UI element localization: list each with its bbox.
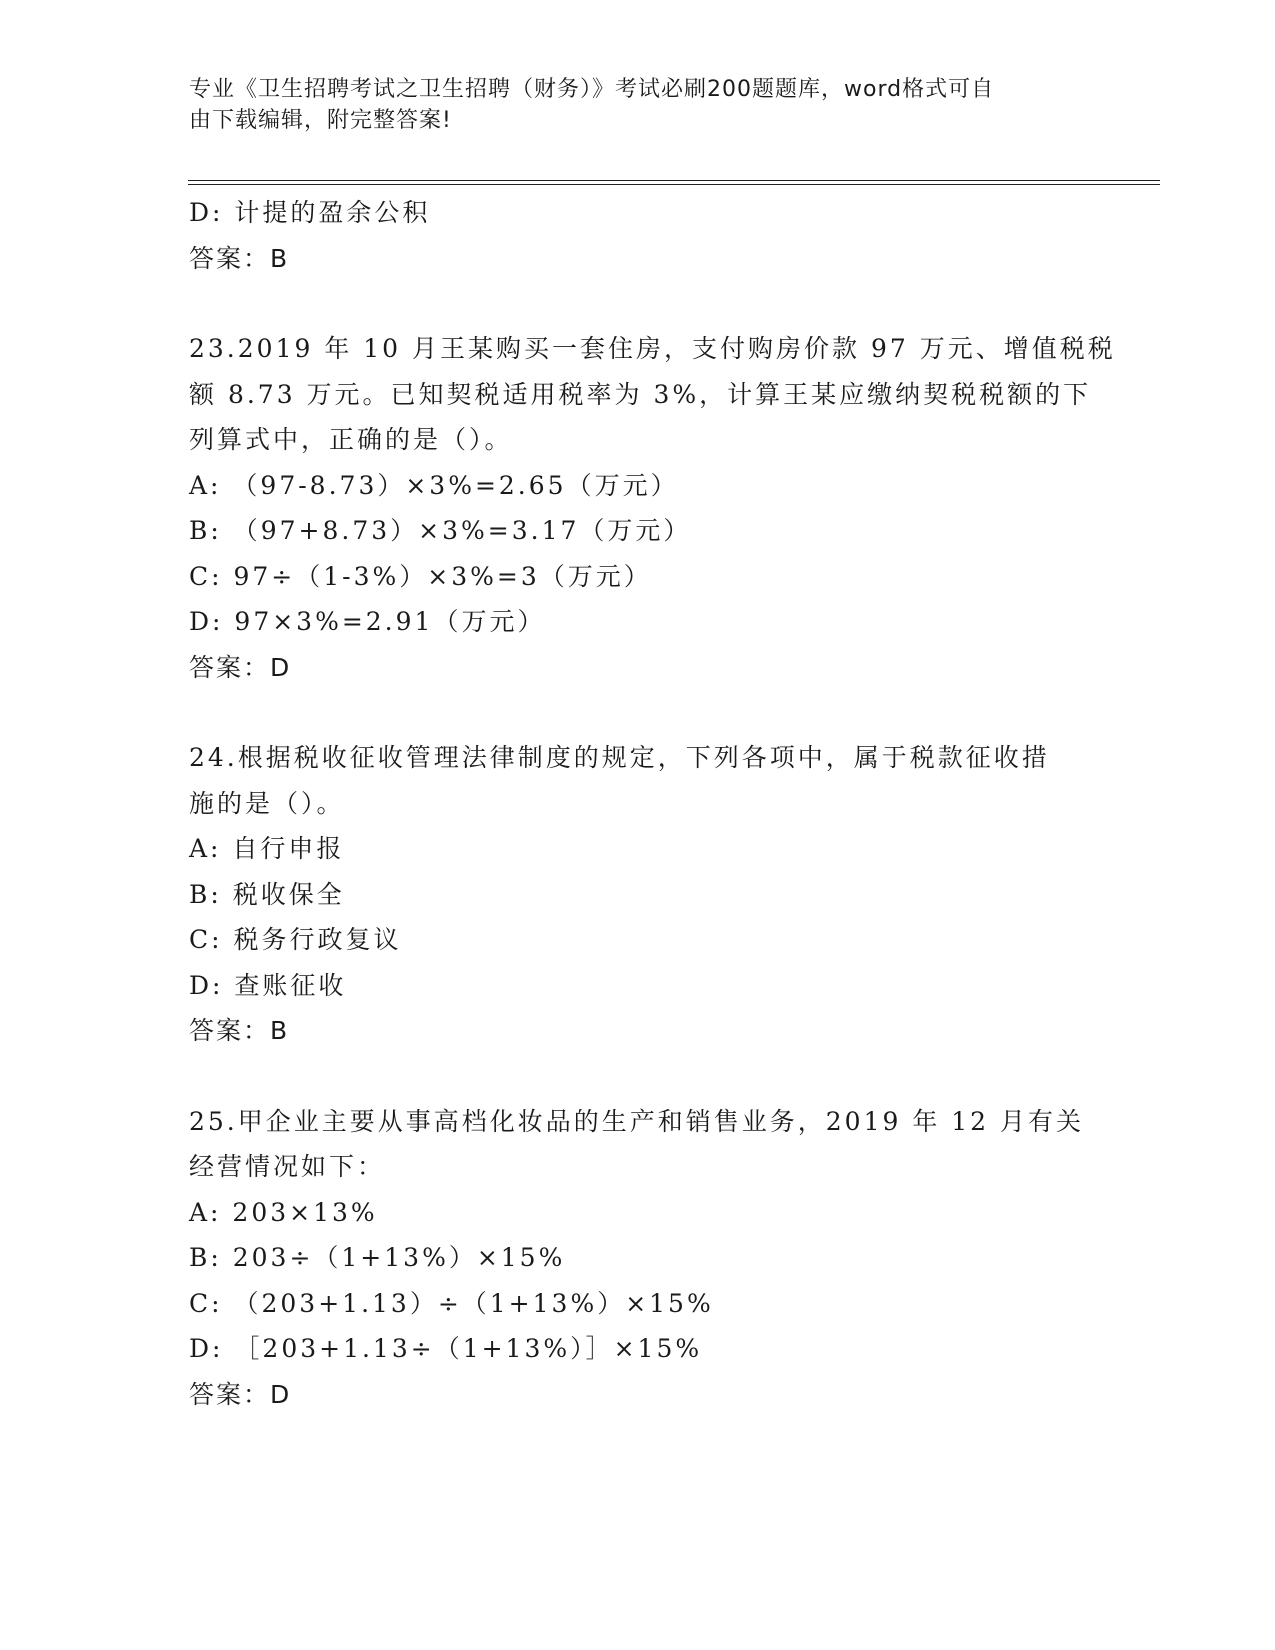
q24-option-d: D: 查账征收 xyxy=(189,970,347,1000)
q25-option-c: C: （203+1.13）÷（1+13%）×15% xyxy=(189,1288,714,1318)
q23-stem-line-1: 23.2019 年 10 月王某购买一套住房，支付购房价款 97 万元、增值税税 xyxy=(189,334,1116,363)
header-line-2: 由下载编辑，附完整答案! xyxy=(189,108,452,133)
q23-option-b: B: （97+8.73）×3%=3.17（万元） xyxy=(189,516,692,545)
q25-stem-line-1: 25.甲企业主要从事高档化妆品的生产和销售业务，2019 年 12 月有关 xyxy=(189,1106,1085,1136)
q24-answer: 答案：B xyxy=(189,1016,290,1045)
q24-stem-line-1: 24.根据税收征收管理法律制度的规定，下列各项中，属于税款征收措 xyxy=(189,743,1050,772)
question-23 xyxy=(189,326,1116,690)
header-line-1: 专业《卫生招聘考试之卫生招聘（财务）》考试必刷200题题库，word格式可自 xyxy=(189,77,995,102)
q23-stem-line-2: 额 8.73 万元。已知契税适用税率为 3%，计算王某应缴纳契税税额的下 xyxy=(189,379,1092,409)
spacer xyxy=(189,690,1089,735)
q25-option-b: B: 203÷（1+13%）×15% xyxy=(189,1243,566,1272)
question-24 xyxy=(189,735,1089,1054)
q23-stem-line-3: 列算式中，正确的是（）。 xyxy=(189,425,513,454)
q24-stem-line-2: 施的是（）。 xyxy=(189,788,345,818)
spacer xyxy=(189,1054,1089,1099)
question-25 xyxy=(189,1099,1089,1418)
document-header xyxy=(189,74,1089,136)
q22-answer: 答案：B xyxy=(189,243,290,273)
header-divider-bottom xyxy=(188,184,1160,185)
q23-answer: 答案：D xyxy=(189,652,292,682)
q25-stem-line-2: 经营情况如下： xyxy=(189,1152,386,1181)
header-divider-top xyxy=(188,180,1160,181)
q24-option-b: B: 税收保全 xyxy=(189,879,345,909)
q23-option-c: C: 97÷（1-3%）×3%=3（万元） xyxy=(189,561,652,591)
q25-answer: 答案：D xyxy=(189,1379,292,1409)
q24-option-a: A: 自行申报 xyxy=(189,834,345,863)
question-22-tail xyxy=(189,190,1089,281)
q23-option-a: A: （97-8.73）×3%=2.65（万元） xyxy=(189,470,679,500)
document-body xyxy=(189,190,1116,1417)
q25-option-d: D: ［203+1.13÷（1+13%）］×15% xyxy=(189,1334,703,1363)
q22-option-d: D: 计提的盈余公积 xyxy=(189,198,431,227)
spacer xyxy=(189,281,1089,326)
q25-option-a: A: 203×13% xyxy=(189,1197,378,1227)
q23-option-d: D: 97×3%=2.91（万元） xyxy=(189,607,546,636)
q24-option-c: C: 税务行政复议 xyxy=(189,925,402,954)
